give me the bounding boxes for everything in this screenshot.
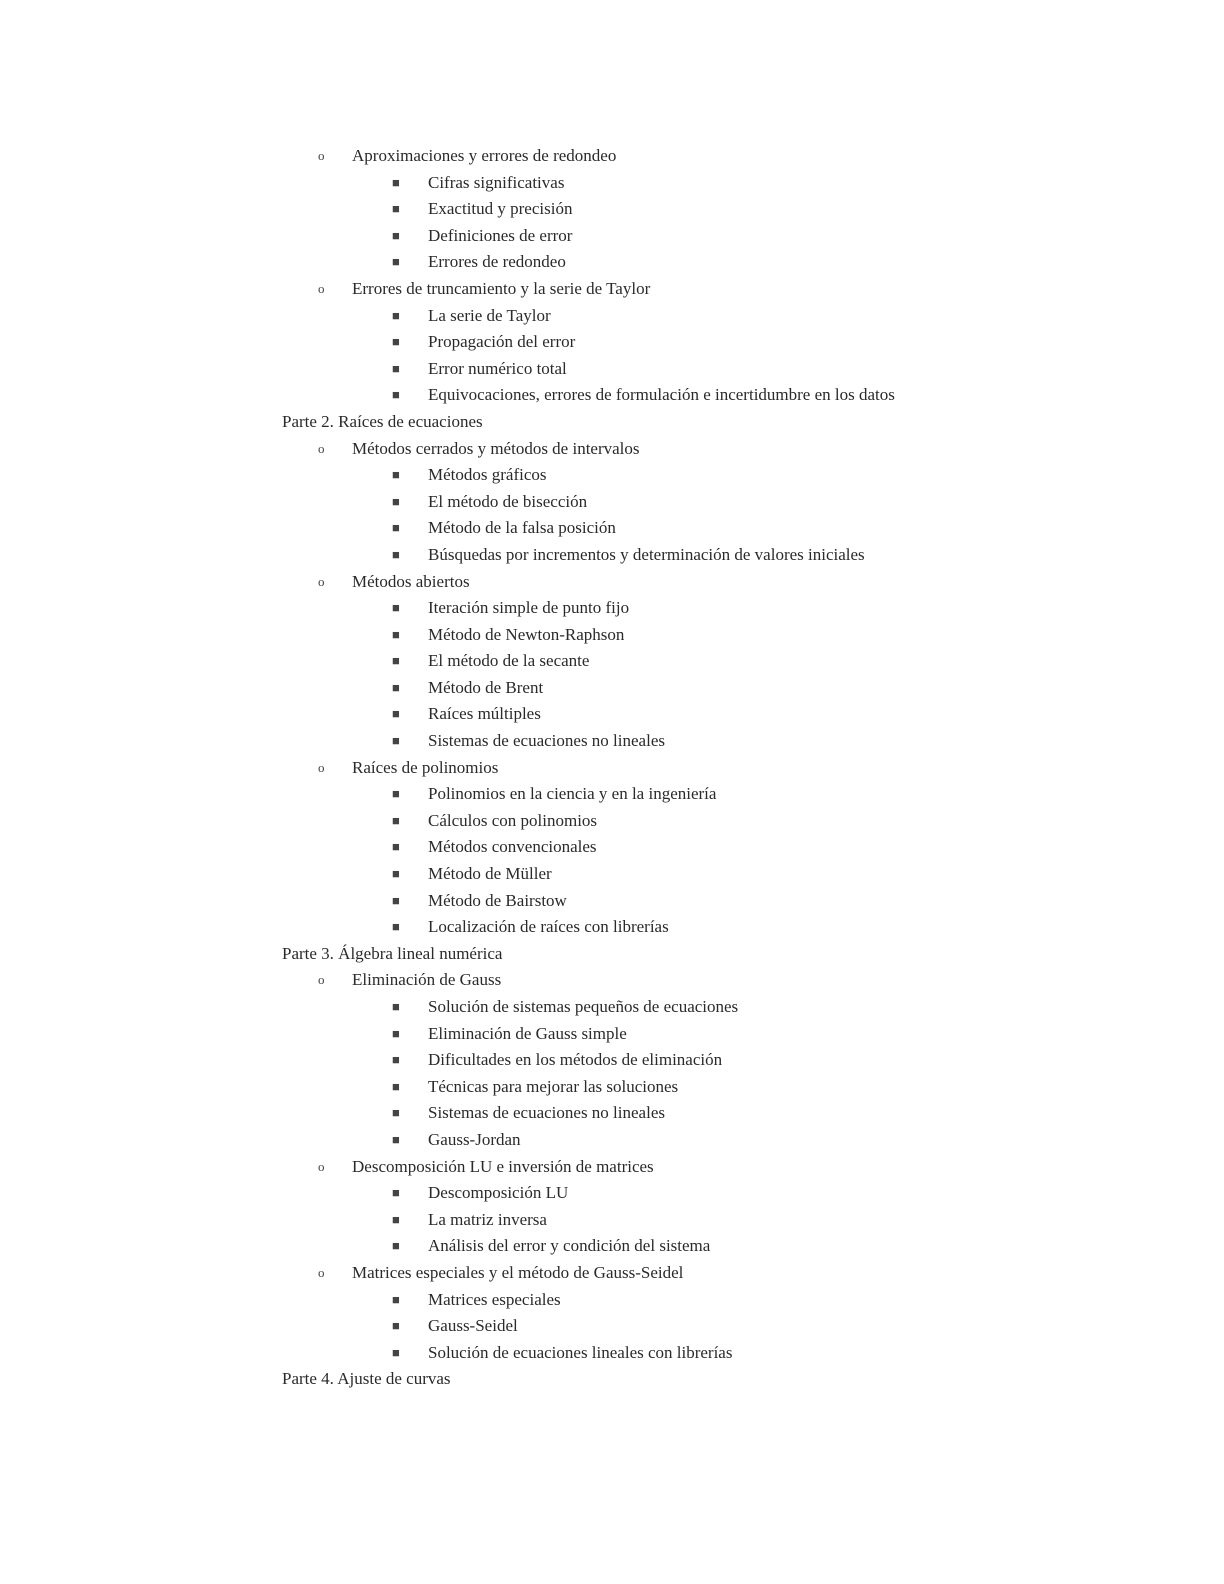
- outline-text: Errores de truncamiento y la serie de Taylor: [352, 278, 651, 298]
- square-bullet-icon: ■: [392, 254, 400, 270]
- square-bullet-icon: ■: [392, 839, 400, 855]
- outline-item: [282, 755, 1082, 782]
- square-bullet-icon: ■: [392, 334, 400, 350]
- outline-text: Raíces múltiples: [428, 704, 541, 724]
- outline-text: La matriz inversa: [428, 1209, 547, 1229]
- section-heading: [282, 409, 1082, 436]
- square-bullet-icon: ■: [392, 999, 400, 1014]
- outline-text: Equivocaciones, errores de formulación e incertidumbre en los datos: [428, 385, 895, 405]
- outline-text: Dificultades en los métodos de eliminación: [428, 1050, 723, 1070]
- hollow-bullet-icon: o: [318, 148, 325, 163]
- outline-text: Polinomios en la ciencia y en la ingeniería: [428, 784, 717, 804]
- outline-subitem: [282, 1340, 1082, 1367]
- outline-text: Localización de raíces con librerías: [428, 917, 669, 937]
- outline-text: Descomposición LU: [428, 1183, 569, 1203]
- outline-subitem: [282, 888, 1082, 915]
- square-bullet-icon: ■: [392, 812, 400, 828]
- square-bullet-icon: ■: [392, 1238, 400, 1254]
- square-bullet-icon: ■: [392, 1105, 400, 1121]
- outline-subitem: [282, 1180, 1082, 1207]
- square-bullet-icon: ■: [392, 546, 400, 562]
- outline-text: Descomposición LU e inversión de matrices: [352, 1156, 654, 1176]
- square-bullet-icon: ■: [392, 706, 400, 722]
- outline-text: Eliminación de Gauss simple: [428, 1023, 627, 1043]
- outline-subitem: [282, 223, 1082, 250]
- outline-subitem: [282, 648, 1082, 675]
- hollow-bullet-icon: o: [318, 280, 325, 296]
- outline-text: Solución de ecuaciones lineales con librerías: [428, 1342, 733, 1362]
- outline-text: Eliminación de Gauss: [352, 970, 502, 990]
- outline-subitem: [282, 542, 1082, 569]
- square-bullet-icon: ■: [392, 786, 400, 802]
- outline-subitem: [282, 382, 1082, 409]
- outline-subitem: [282, 489, 1082, 516]
- outline-text: Definiciones de error: [428, 225, 573, 245]
- outline-text: Gauss-Seidel: [428, 1316, 518, 1336]
- square-bullet-icon: ■: [392, 1052, 400, 1068]
- outline-text: Gauss-Jordan: [428, 1129, 521, 1149]
- outline-text: Solución de sistemas pequeños de ecuaciones: [428, 997, 739, 1016]
- outline-text: Método de Newton-Raphson: [428, 624, 625, 644]
- outline-subitem: [282, 462, 1082, 489]
- outline-text: Sistemas de ecuaciones no lineales: [428, 1103, 665, 1123]
- outline-subitem: [282, 1287, 1082, 1314]
- hollow-bullet-icon: o: [318, 972, 325, 988]
- outline-subitem: [282, 622, 1082, 649]
- outline-subitem: [282, 515, 1082, 542]
- section-heading: [282, 941, 1082, 968]
- outline-text: Cálculos con polinomios: [428, 810, 598, 830]
- outline-text: Cifras significativas: [428, 172, 565, 192]
- square-bullet-icon: ■: [392, 520, 400, 536]
- square-bullet-icon: ■: [392, 1078, 400, 1094]
- hollow-bullet-icon: o: [318, 573, 325, 589]
- hollow-bullet-icon: o: [318, 440, 325, 456]
- outline-text: Iteración simple de punto fijo: [428, 598, 630, 618]
- square-bullet-icon: ■: [392, 307, 400, 323]
- outline-text: Propagación del error: [428, 332, 576, 352]
- outline-text: El método de bisección: [428, 491, 588, 511]
- outline-text: Métodos cerrados y métodos de intervalos: [352, 438, 640, 458]
- outline-subitem: [282, 249, 1082, 276]
- outline-subitem: [282, 834, 1082, 861]
- square-bullet-icon: ■: [392, 174, 400, 190]
- outline-subitem: [282, 781, 1082, 808]
- outline-subitem: [282, 914, 1082, 941]
- outline-subitem: [282, 1233, 1082, 1260]
- square-bullet-icon: ■: [392, 733, 400, 749]
- outline-text: Búsquedas por incrementos y determinación de valores iniciales: [428, 544, 865, 564]
- outline-subitem: [282, 329, 1082, 356]
- square-bullet-icon: ■: [392, 1344, 400, 1360]
- square-bullet-icon: ■: [392, 626, 400, 642]
- square-bullet-icon: ■: [392, 866, 400, 882]
- outline-text: Método de Bairstow: [428, 890, 567, 910]
- outline-text: El método de la secante: [428, 651, 590, 671]
- square-bullet-icon: ■: [392, 679, 400, 695]
- outline-item: [282, 967, 1082, 994]
- outline-text: Método de la falsa posición: [428, 518, 616, 538]
- outline-subitem: [282, 994, 1082, 1021]
- outline-text: Matrices especiales: [428, 1289, 561, 1309]
- square-bullet-icon: ■: [392, 1185, 400, 1201]
- square-bullet-icon: ■: [392, 227, 400, 243]
- outline-text: Método de Müller: [428, 864, 552, 884]
- hollow-bullet-icon: o: [318, 1158, 325, 1174]
- outline-item: [282, 143, 1082, 170]
- outline-subitem: [282, 728, 1082, 755]
- outline-subitem: [282, 303, 1082, 330]
- hollow-bullet-icon: o: [318, 759, 325, 775]
- square-bullet-icon: ■: [392, 360, 400, 376]
- outline-text: Parte 4. Ajuste de curvas: [282, 1369, 451, 1389]
- outline-subitem: [282, 1047, 1082, 1074]
- square-bullet-icon: ■: [392, 201, 400, 217]
- outline-text: Raíces de polinomios: [352, 757, 499, 777]
- outline-subitem: [282, 675, 1082, 702]
- outline-subitem: [282, 861, 1082, 888]
- outline-text: Aproximaciones y errores de redondeo: [352, 146, 617, 165]
- outline-subitem: [282, 1100, 1082, 1127]
- outline-subitem: [282, 1074, 1082, 1101]
- outline-text: Métodos gráficos: [428, 465, 547, 485]
- outline-text: Parte 3. Álgebra lineal numérica: [282, 943, 503, 963]
- outline-text: Matrices especiales y el método de Gauss-Seidel: [352, 1262, 684, 1282]
- outline-subitem: [282, 196, 1082, 223]
- outline-text: Parte 2. Raíces de ecuaciones: [282, 411, 483, 431]
- outline-text: Métodos abiertos: [352, 571, 470, 591]
- outline-text: Análisis del error y condición del sistema: [428, 1236, 711, 1256]
- outline-text: Métodos convencionales: [428, 837, 597, 857]
- outline-subitem: [282, 1313, 1082, 1340]
- outline-item: [282, 436, 1082, 463]
- outline-item: [282, 276, 1082, 303]
- square-bullet-icon: ■: [392, 467, 400, 483]
- square-bullet-icon: ■: [392, 600, 400, 616]
- square-bullet-icon: ■: [392, 892, 400, 908]
- outline-subitem: [282, 1207, 1082, 1234]
- outline-subitem: [282, 701, 1082, 728]
- outline-subitem: [282, 808, 1082, 835]
- outline-text: Exactitud y precisión: [428, 199, 573, 219]
- square-bullet-icon: ■: [392, 653, 400, 669]
- outline-item: [282, 1260, 1082, 1287]
- outline-text: La serie de Taylor: [428, 305, 551, 325]
- outline-text: Sistemas de ecuaciones no lineales: [428, 731, 665, 751]
- outline-text: Errores de redondeo: [428, 252, 566, 272]
- outline-subitem: [282, 1021, 1082, 1048]
- hollow-bullet-icon: o: [318, 1264, 325, 1280]
- square-bullet-icon: ■: [392, 493, 400, 509]
- square-bullet-icon: ■: [392, 919, 400, 935]
- square-bullet-icon: ■: [392, 1211, 400, 1227]
- outline-subitem: [282, 595, 1082, 622]
- outline-item: [282, 569, 1082, 596]
- outline-text: Técnicas para mejorar las soluciones: [428, 1076, 679, 1096]
- outline-subitem: [282, 170, 1082, 197]
- outline-item: [282, 1154, 1082, 1181]
- outline-text: Error numérico total: [428, 358, 567, 378]
- outline-subitem: [282, 1127, 1082, 1154]
- square-bullet-icon: ■: [392, 1291, 400, 1307]
- square-bullet-icon: ■: [392, 1025, 400, 1041]
- section-heading: [282, 1366, 1082, 1393]
- square-bullet-icon: ■: [392, 387, 400, 403]
- square-bullet-icon: ■: [392, 1318, 400, 1334]
- square-bullet-icon: ■: [392, 1131, 400, 1147]
- outline-subitem: [282, 356, 1082, 383]
- outline-text: Método de Brent: [428, 677, 544, 697]
- course-outline: [282, 143, 1082, 1393]
